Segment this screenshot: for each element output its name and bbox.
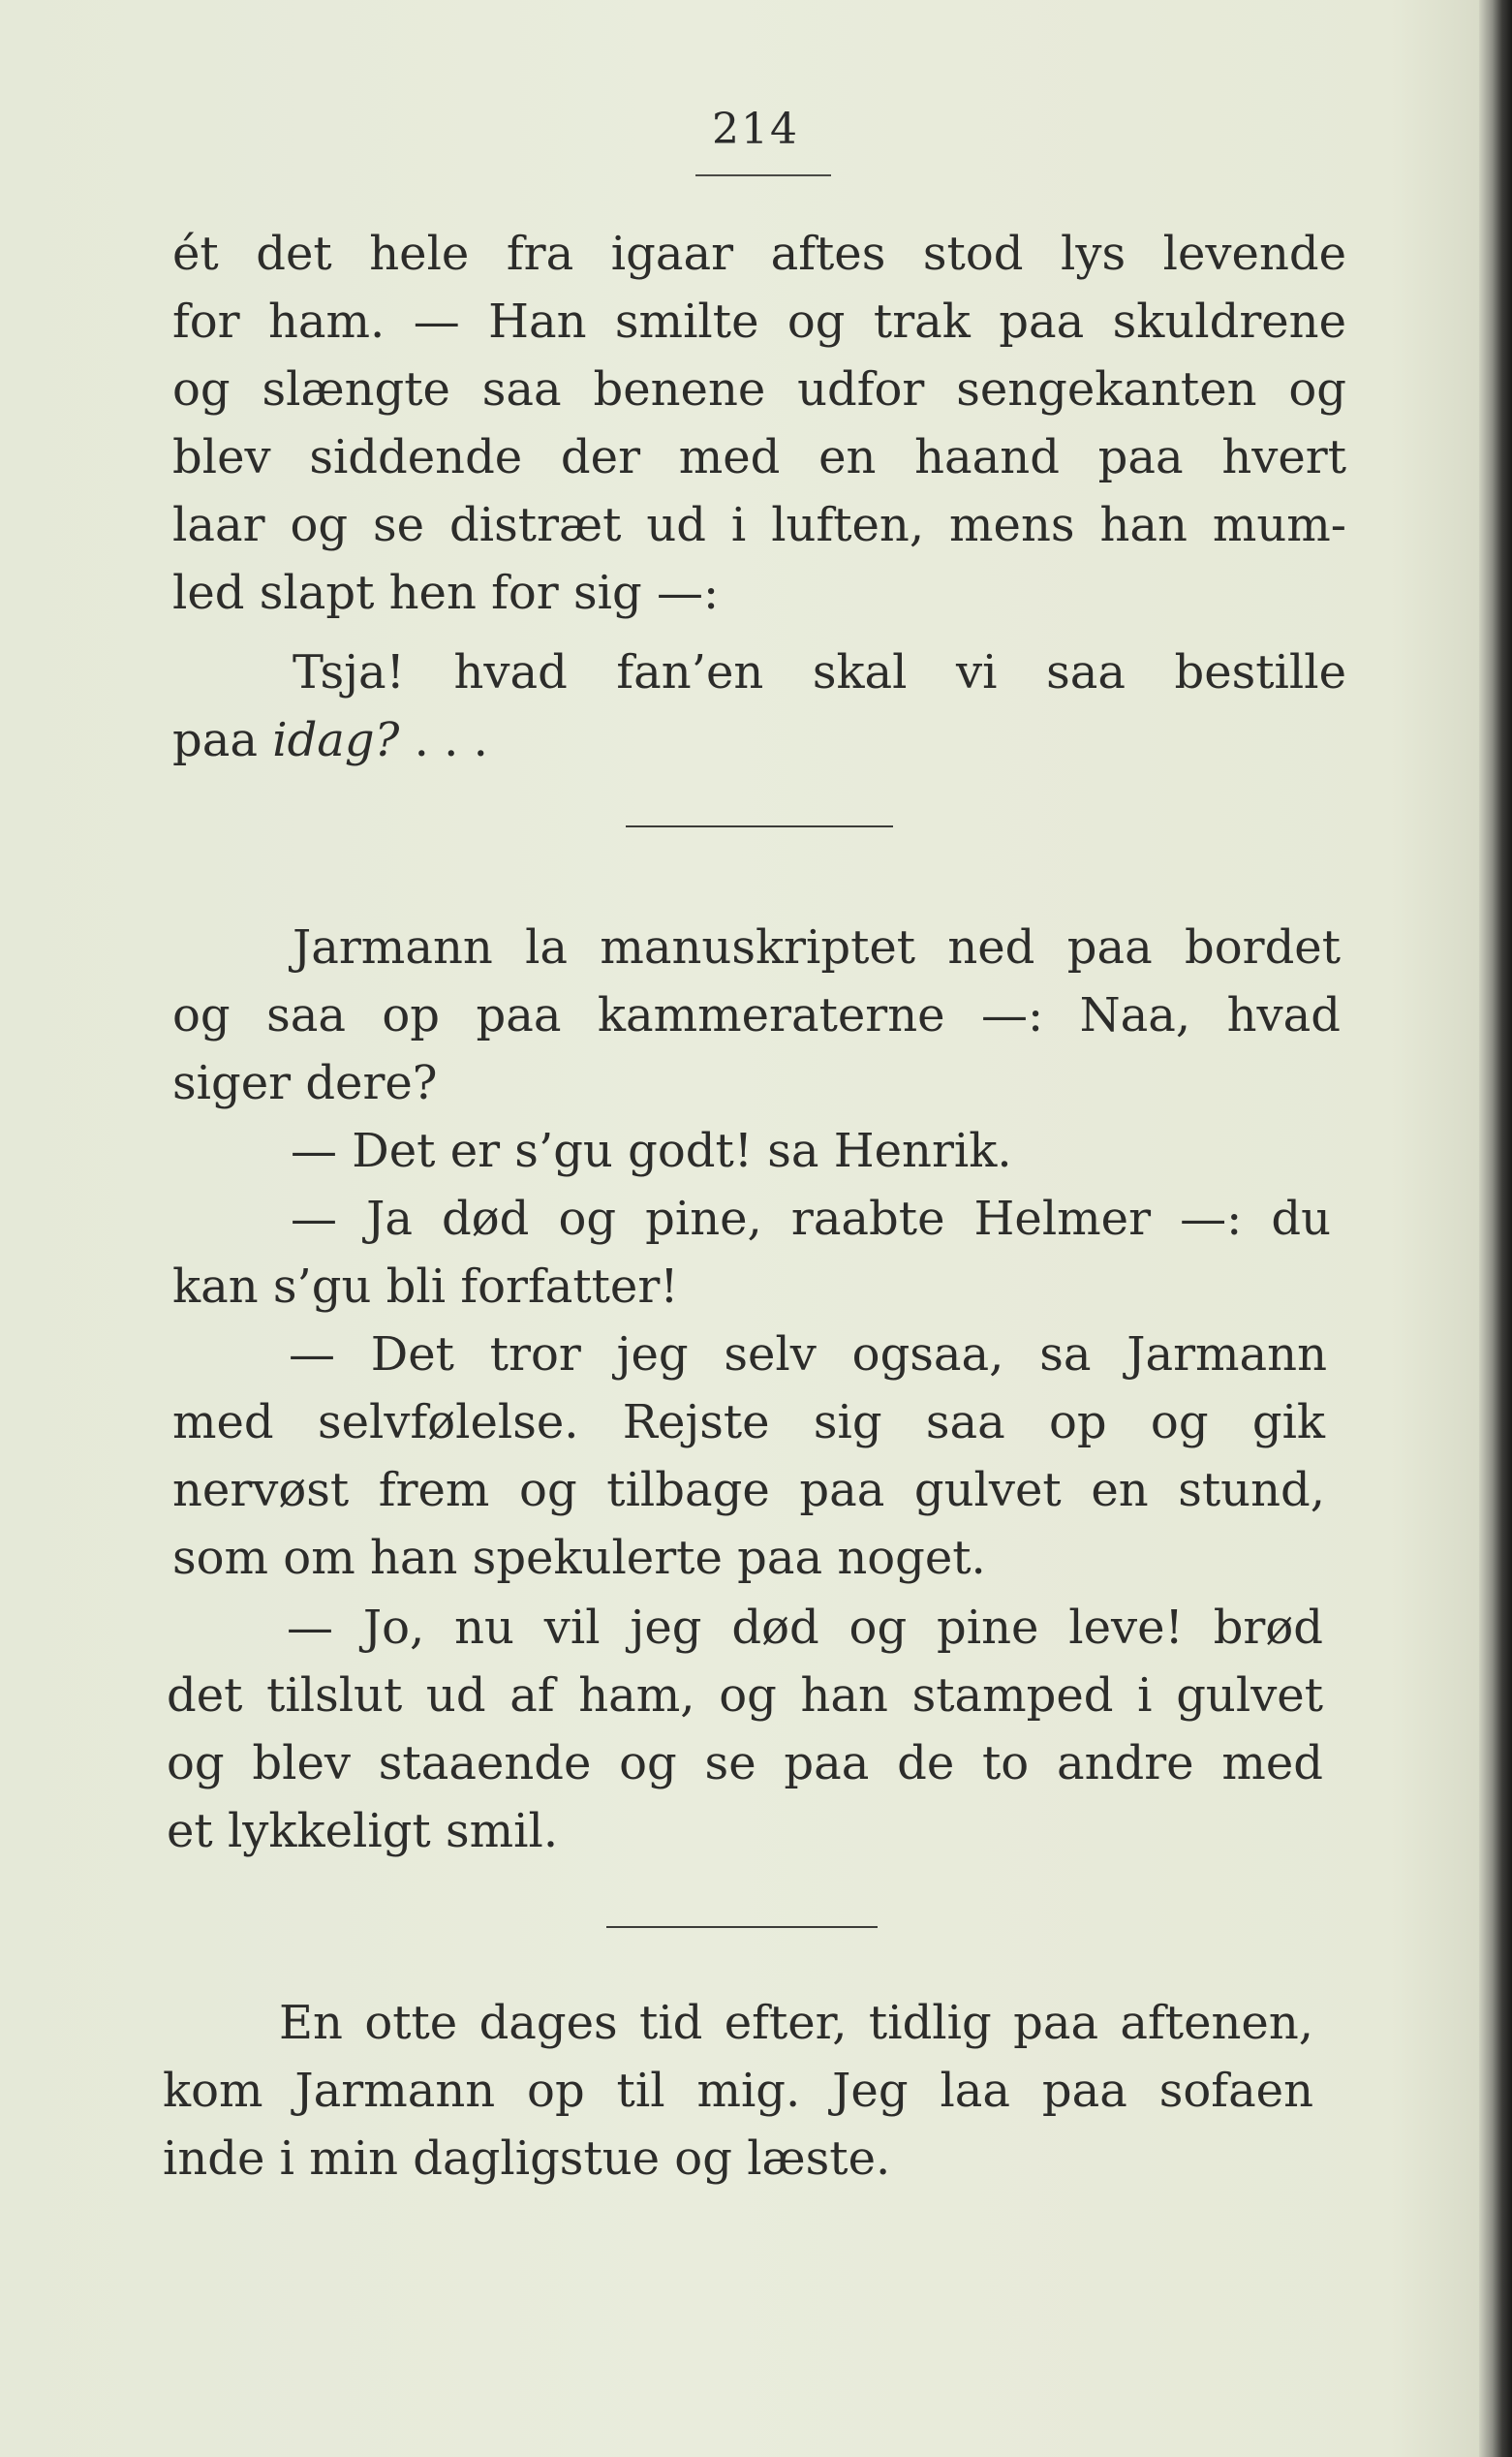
text-line: for ham. — Han smilte og trak paa skuldrene [172,295,1346,349]
text-line: og slængte saa benene udfor sengekanten og [172,362,1346,417]
text-line: det tilslut ud af ham, og han stamped i gulvet [167,1668,1323,1723]
text-line: og saa op paa kammeraterne —: Naa, hvad [172,988,1341,1042]
text-line: En otte dages tid efter, tidlig paa aftenen, [279,1996,1313,2050]
text-line: og blev staaende og se paa de to andre med [167,1736,1323,1790]
text-span: . . . [399,713,488,767]
text-line: Tsja! hvad fan’en skal vi saa bestille [293,645,1346,700]
text-span: paa [172,713,273,767]
text-line: med selvfølelse. Rejste sig saa op og gik [172,1395,1325,1449]
text-line: — Det er s’gu godt! sa Henrik. [291,1124,1012,1178]
text-line: et lykkeligt smil. [167,1804,559,1858]
text-line: — Det tror jeg selv ogsaa, sa Jarmann [289,1327,1327,1382]
text-line: — Ja død og pine, raabte Helmer —: du [291,1192,1331,1246]
text-line: nervøst frem og tilbage paa gulvet en stund, [172,1463,1325,1517]
page-number-rule [695,174,831,176]
text-line: — Jo, nu vil jeg død og pine leve! brød [287,1601,1323,1655]
text-line: kom Jarmann op til mig. Jeg laa paa sofaen [163,2064,1313,2118]
text-line: blev siddende der med en haand paa hvert [172,430,1346,484]
text-line: led slapt hen for sig —: [172,566,720,620]
text-line: inde i min dagligstue og læste. [163,2131,891,2186]
section-divider [626,825,893,827]
text-line: Jarmann la manuskriptet ned paa bordet [293,920,1341,975]
text-line: ét det hele fra igaar aftes stod lys levende [172,227,1346,281]
text-line: kan s’gu bli forfatter! [172,1260,679,1314]
text-line: som om han spekulerte paa noget. [172,1531,986,1585]
text-line: laar og se distræt ud i luften, mens han mum- [172,498,1346,552]
italic-text: idag? [272,713,400,767]
section-divider [606,1926,878,1928]
text-line [172,711,488,769]
book-spine-edge [1479,0,1512,2457]
text-line: siger dere? [172,1056,438,1110]
page-number: 214 [712,105,799,154]
